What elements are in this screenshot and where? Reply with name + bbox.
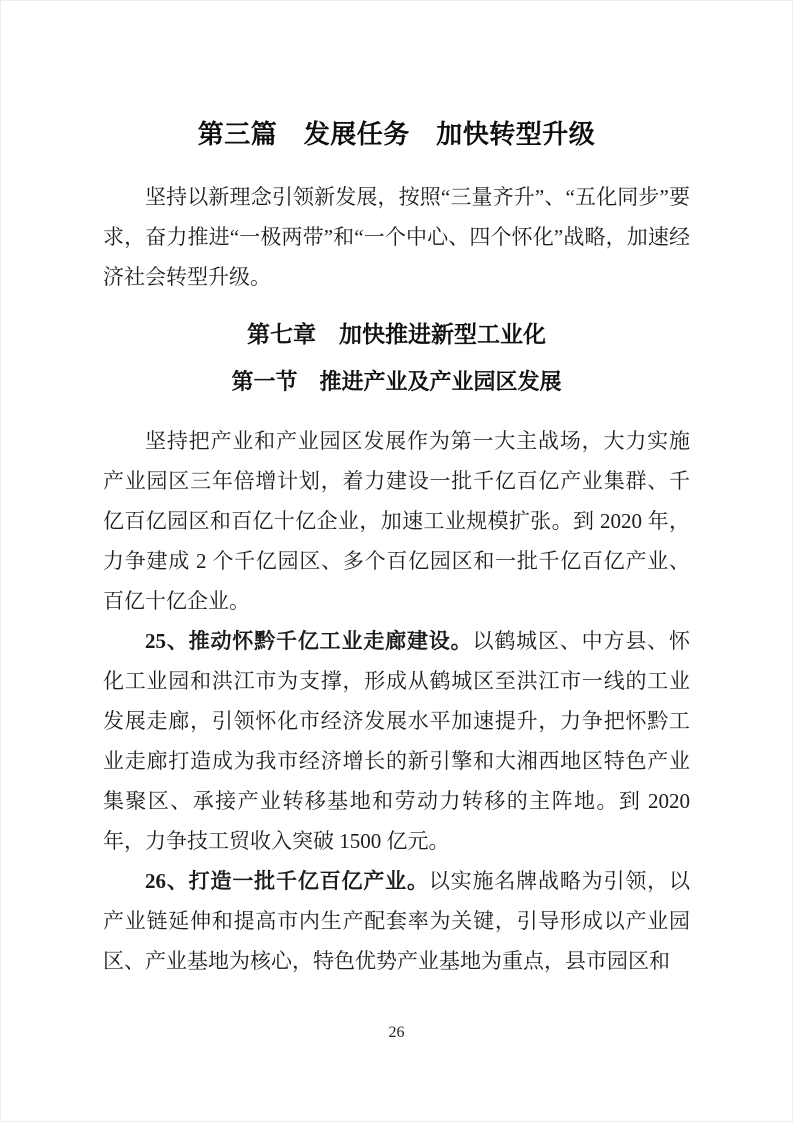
numbered-item-26	[103, 861, 690, 981]
item-25-body: 以鹤城区、中方县、怀化工业园和洪江市为支撑，形成从鹤城区至洪江市一线的工业发展走廊，引领怀化市经济发展水平加速提升，力争把怀黔工业走廊打造成为我市经济增长的新引擎和大湘西地区特色产业集聚区、承接产业转移基地和劳动力转移的主阵地。到 2020 年，力争技工贸收入突破 1500 亿元。	[103, 629, 690, 853]
item-26-body: 以实施名牌战略为引领，以产业链延伸和提高市内生产配套率为关键，引导形成以产业园区、产业基地为核心，特色优势产业基地为重点，县市园区和	[103, 869, 691, 973]
section-heading: 第一节 推进产业及产业园区发展	[231, 369, 562, 394]
numbered-item-25	[103, 621, 690, 861]
item-26-lead: 26、打造一批千亿百亿产业。	[145, 869, 429, 893]
item-25-lead: 25、推动怀黔千亿工业走廊建设。	[145, 629, 473, 653]
page-number: 26	[388, 1024, 405, 1041]
part-title: 第三篇 发展任务 加快转型升级	[197, 120, 596, 149]
chapter-heading: 第七章 加快推进新型工业化	[247, 321, 546, 347]
section-intro-paragraph: 坚持把产业和产业园区发展作为第一大主战场，大力实施产业园区三年倍增计划，着力建设一批千亿百亿产业集群、千亿百亿园区和百亿十亿企业，加速工业规模扩张。到 2020 年，力争建成 2 个千亿园区、多个百亿园区和一批千亿百亿产业、百亿十亿企业。	[103, 429, 690, 613]
intro-paragraph: 坚持以新理念引领新发展，按照“三量齐升”、“五化同步”要求，奋力推进“一极两带”和“一个中心、四个怀化”战略，加速经济社会转型升级。	[103, 185, 690, 289]
